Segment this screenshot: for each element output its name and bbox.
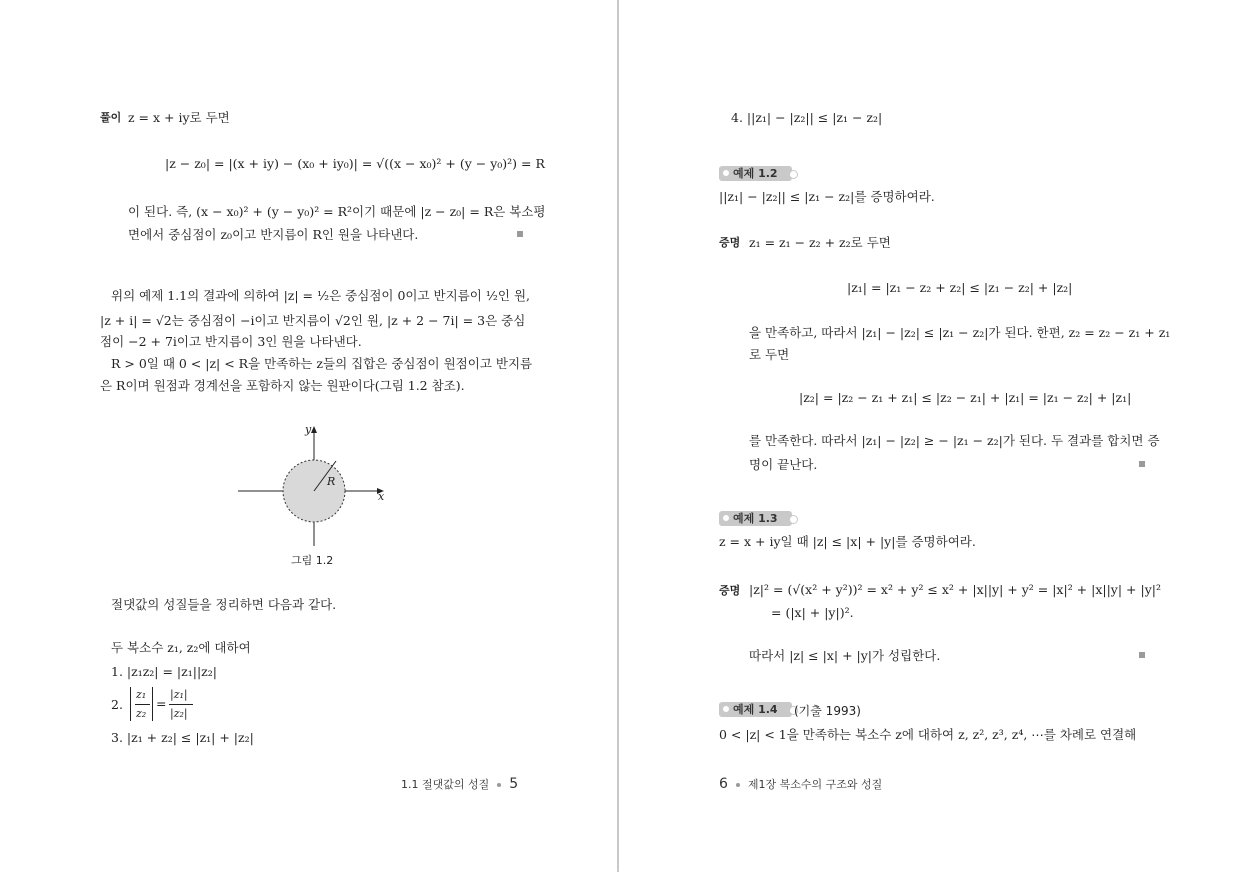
example-1-2-equation-2: |z₂| = |z₂ − z₁ + z₁| ≤ |z₂ − z₁| + |z₁| = |z₁ − z₂| + |z₁|: [799, 390, 1132, 405]
badge-dot: [723, 706, 729, 712]
example-1-3-equation-1: |z|² = (√(x² + y²))² = x² + y² ≤ x² + |x||y| + y² = |x|² + |x||y| + |y|²: [749, 582, 1161, 597]
example-1-2-intro: z₁ = z₁ − z₂ + z₂로 두면: [749, 235, 891, 250]
example-1-2-badge: [719, 166, 792, 181]
proof-label-2: 증명: [719, 584, 741, 597]
paragraph-2-line-2: 은 R이며 원점과 경계선을 포함하지 않는 원판이다(그림 1.2 참조).: [100, 378, 465, 393]
paragraph-1-line-3: 점이 −2 + 7i이고 반지름이 3인 원을 나타낸다.: [100, 334, 362, 349]
solution-label: 풀이: [100, 111, 122, 124]
fraction-bar-1: [135, 704, 150, 705]
properties-intro: 절댓값의 성질들을 정리하면 다음과 같다.: [111, 597, 337, 612]
property-3: 3. |z₁ + z₂| ≤ |z₁| + |z₂|: [111, 730, 254, 745]
example-1-4-badge: [719, 702, 792, 717]
solution-intro: z = x + iy로 두면: [128, 110, 230, 125]
abs-bar-right: [152, 687, 153, 721]
fraction-bar-2: [169, 704, 193, 705]
property-4: 4. ||z₁| − |z₂|| ≤ |z₁ − z₂|: [731, 110, 883, 125]
example-1-2-equation-1: |z₁| = |z₁ − z₂ + z₂| ≤ |z₁ − z₂| + |z₂|: [847, 280, 1073, 295]
paragraph-1-line-1: 위의 예제 1.1의 결과에 의하여 |z| = ½은 중심점이 0이고 반지름이 ½인 원,: [111, 288, 531, 303]
example-1-4-source: (기출 1993): [794, 704, 861, 718]
example-1-2-label: 예제 1.2: [733, 167, 778, 180]
fraction-num-z1: z₁: [136, 688, 147, 701]
footer-bullet: [736, 783, 740, 787]
right-page: [619, 0, 1236, 872]
qed-mark: [1139, 652, 1145, 658]
right-footer-chapter: 제1장 복소수의 구조와 성질: [747, 778, 883, 791]
example-1-3-statement: z = x + iy일 때 |z| ≤ |x| + |y|를 증명하여라.: [719, 534, 976, 549]
left-page-number: 5: [509, 776, 519, 792]
badge-dot: [723, 170, 729, 176]
x-axis-label: x: [378, 490, 385, 503]
fraction-num-abs-z1: |z₁|: [170, 688, 188, 701]
example-1-3-label: 예제 1.3: [733, 512, 778, 525]
example-1-2-line-1: 을 만족하고, 따라서 |z₁| − |z₂| ≤ |z₁ − z₂|가 된다. 한편, z₂ = z₂ − z₁ + z₁: [749, 325, 1171, 340]
example-1-3-equation-2: = (|x| + |y|)².: [771, 605, 854, 620]
fraction-den-abs-z2: |z₂|: [170, 707, 188, 720]
example-1-3-badge: [719, 511, 792, 526]
fraction-den-z2: z₂: [136, 707, 147, 720]
solution-line-1: 이 된다. 즉, (x − x₀)² + (y − y₀)² = R²이기 때문에 |z − z₀| = R은 복소평: [128, 204, 546, 219]
property-1: 1. |z₁z₂| = |z₁||z₂|: [111, 664, 217, 679]
right-page-number: 6: [719, 776, 728, 792]
example-1-2-line-3: 를 만족한다. 따라서 |z₁| − |z₂| ≥ − |z₁ − z₂|가 된다. 두 결과를 합치면 증: [749, 433, 1160, 448]
left-page: [0, 0, 617, 872]
paragraph-2-line-1: R > 0일 때 0 < |z| < R을 만족하는 z들의 집합은 중심점이 원점이고 반지름: [111, 356, 533, 371]
properties-pair: 두 복소수 z₁, z₂에 대하여: [111, 640, 251, 655]
solution-equation: |z − z₀| = |(x + iy) − (x₀ + iy₀)| = √((x − x₀)² + (y − y₀)²) = R: [165, 156, 545, 171]
right-footer: [719, 776, 882, 792]
figure-disk: [230, 418, 400, 548]
qed-mark: [1139, 461, 1145, 467]
footer-bullet: [497, 783, 501, 787]
figure-caption: 그림 1.2: [291, 554, 334, 567]
left-footer-section: 1.1 절댓값의 성질: [401, 778, 490, 791]
example-1-4-statement: 0 < |z| < 1을 만족하는 복소수 z에 대하여 z, z², z³, z⁴, ⋯를 차례로 연결해: [719, 727, 1137, 742]
example-1-2-line-2: 로 두면: [749, 347, 790, 362]
y-axis-label: y: [305, 423, 312, 436]
qed-mark: [517, 231, 523, 237]
example-1-3-conclusion: 따라서 |z| ≤ |x| + |y|가 성립한다.: [749, 648, 941, 663]
solution-line-2: 면에서 중심점이 z₀이고 반지름이 R인 원을 나타낸다.: [128, 227, 419, 242]
proof-label-1: 증명: [719, 236, 741, 249]
y-axis-arrow: [311, 426, 317, 433]
badge-dot: [723, 515, 729, 521]
equals-sign: =: [156, 696, 167, 711]
radius-label: R: [327, 475, 336, 488]
example-1-4-label: 예제 1.4: [733, 703, 778, 716]
badge-tail: [789, 170, 798, 179]
badge-tail: [789, 515, 798, 524]
property-2-formula: [130, 685, 200, 725]
paragraph-1-line-2: |z + i| = √2는 중심점이 −i이고 반지름이 √2인 원, |z + 2 − 7i| = 3은 중심: [100, 313, 526, 328]
example-1-2-statement: ||z₁| − |z₂|| ≤ |z₁ − z₂|를 증명하여라.: [719, 189, 935, 204]
abs-bar-left: [130, 687, 131, 721]
example-1-2-line-4: 명이 끝난다.: [749, 457, 818, 472]
property-2-number: 2.: [111, 697, 123, 712]
left-footer: [401, 776, 518, 792]
